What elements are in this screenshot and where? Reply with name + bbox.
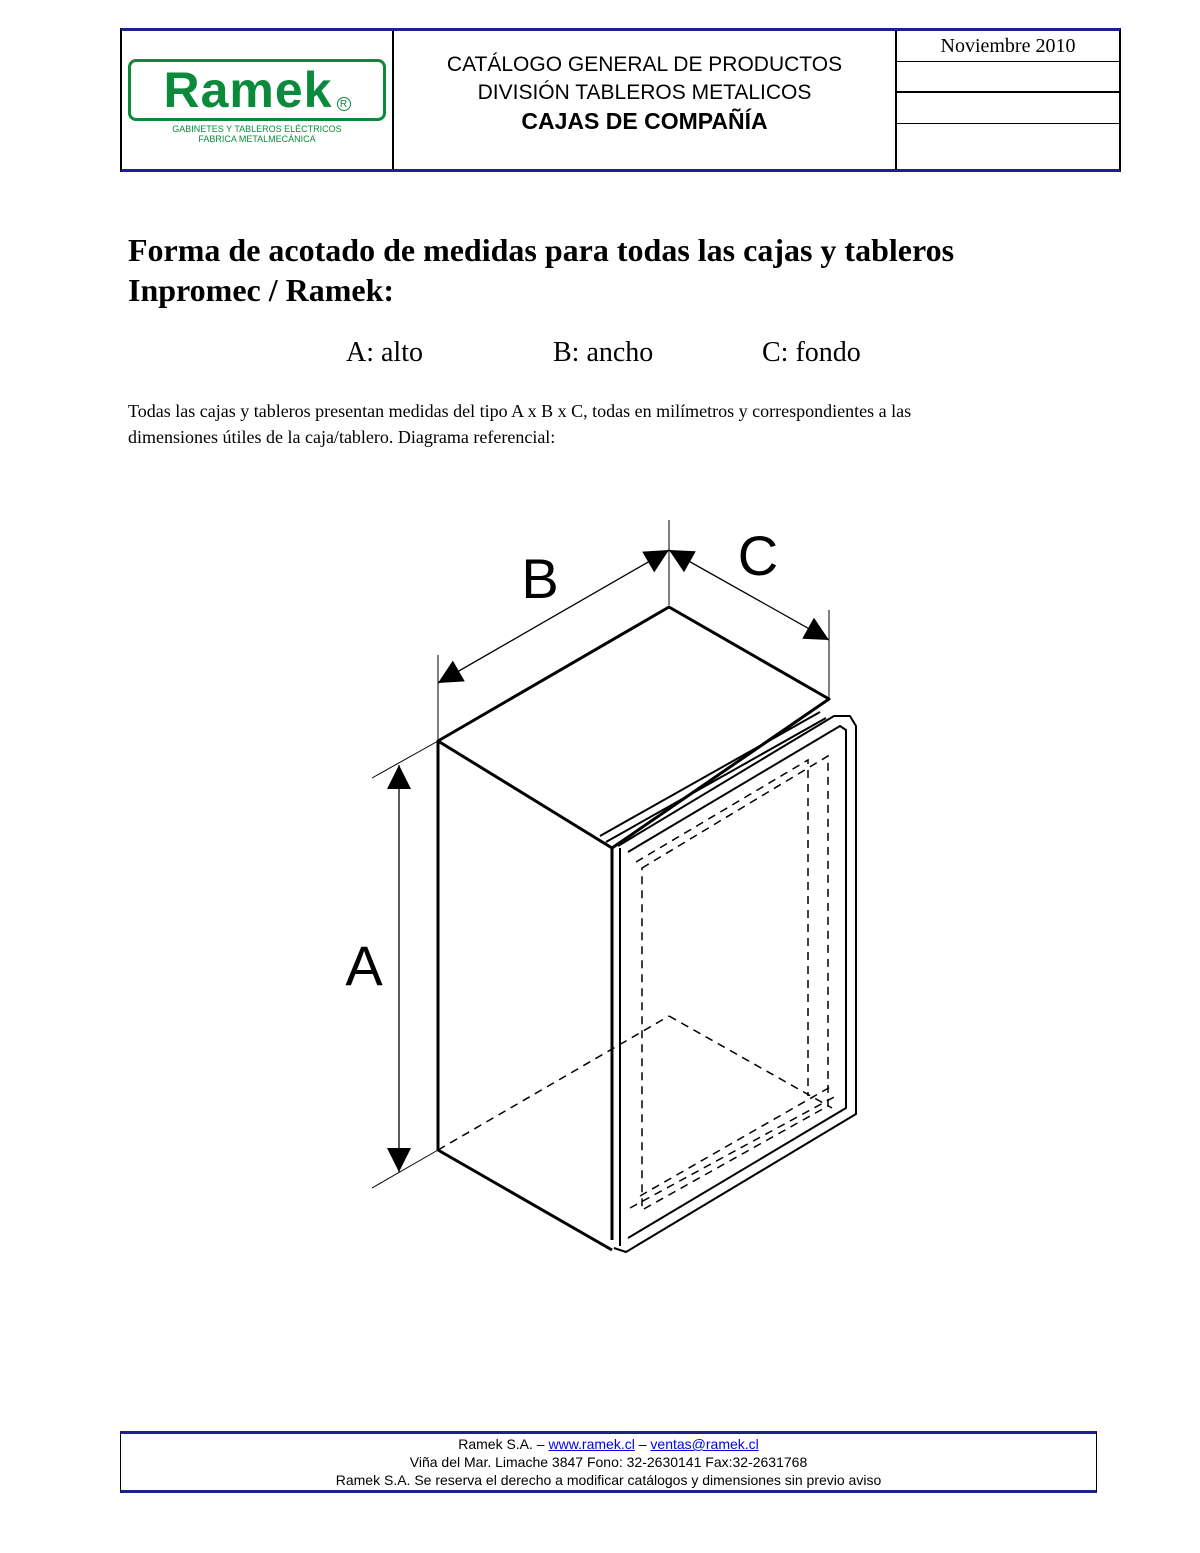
catalog-title-line-2: DIVISIÓN TABLEROS METALICOS [477, 81, 812, 104]
ramek-logo [128, 59, 386, 144]
registered-mark-icon: R [337, 97, 351, 111]
date-label: Noviembre 2010 [897, 31, 1119, 62]
extension-lines [372, 520, 829, 1188]
logo-cell [122, 31, 394, 169]
blank-row-3 [897, 124, 1119, 169]
footer-contact-line [121, 1435, 1096, 1453]
legend-alto: A: alto [346, 337, 423, 368]
catalog-title [394, 31, 897, 169]
blank-row-2 [897, 93, 1119, 124]
footer-notice: Ramek S.A. Se reserva el derecho a modificar catálogos y dimensiones sin previo aviso [335, 1472, 882, 1488]
footer-email-link[interactable]: ventas@ramek.cl [650, 1436, 759, 1452]
footer-company: Ramek S.A. – [458, 1436, 545, 1452]
dimension-lines [399, 550, 829, 1172]
footer-separator: – [638, 1436, 647, 1452]
date-cell [897, 31, 1119, 169]
logo-tagline-1: GABINETES Y TABLEROS ELÉCTRICOS [172, 124, 342, 134]
logo-tagline [131, 124, 383, 144]
box-dimension-diagram [330, 505, 890, 1275]
legend-fondo: C: fondo [762, 337, 861, 368]
diagram-label-c: C [737, 524, 779, 587]
door-frame [600, 712, 856, 1252]
catalog-title-line-3: CAJAS DE COMPAÑÍA [521, 108, 768, 134]
document-header [120, 28, 1121, 172]
logo-tagline-2: FABRICA METALMECÁNICA [198, 134, 316, 144]
page-heading-line-2: Inpromec / Ramek: [128, 272, 395, 308]
footer-website-link[interactable]: www.ramek.cl [548, 1436, 635, 1452]
description-line-1: Todas las cajas y tableros presentan medidas del tipo A x B x C, todas en milímetros y correspondientes a las [128, 401, 912, 421]
logo-brand: Ramek [163, 62, 333, 118]
description-paragraph [128, 398, 1088, 450]
diagram-label-a: A [345, 934, 383, 997]
document-footer [120, 1431, 1097, 1493]
diagram-label-b: B [521, 547, 559, 610]
catalog-title-line-1: CATÁLOGO GENERAL DE PRODUCTOS [446, 53, 843, 76]
page-heading [128, 230, 1088, 310]
blank-row-1 [897, 62, 1119, 93]
footer-address: Viña del Mar. Limache 3847 Fono: 32-2630141 Fax:32-2631768 [409, 1454, 808, 1470]
description-line-2: dimensiones útiles de la caja/tablero. Diagrama referencial: [128, 427, 556, 447]
page-heading-line-1: Forma de acotado de medidas para todas las cajas y tableros [128, 232, 955, 268]
legend-ancho: B: ancho [553, 337, 654, 368]
